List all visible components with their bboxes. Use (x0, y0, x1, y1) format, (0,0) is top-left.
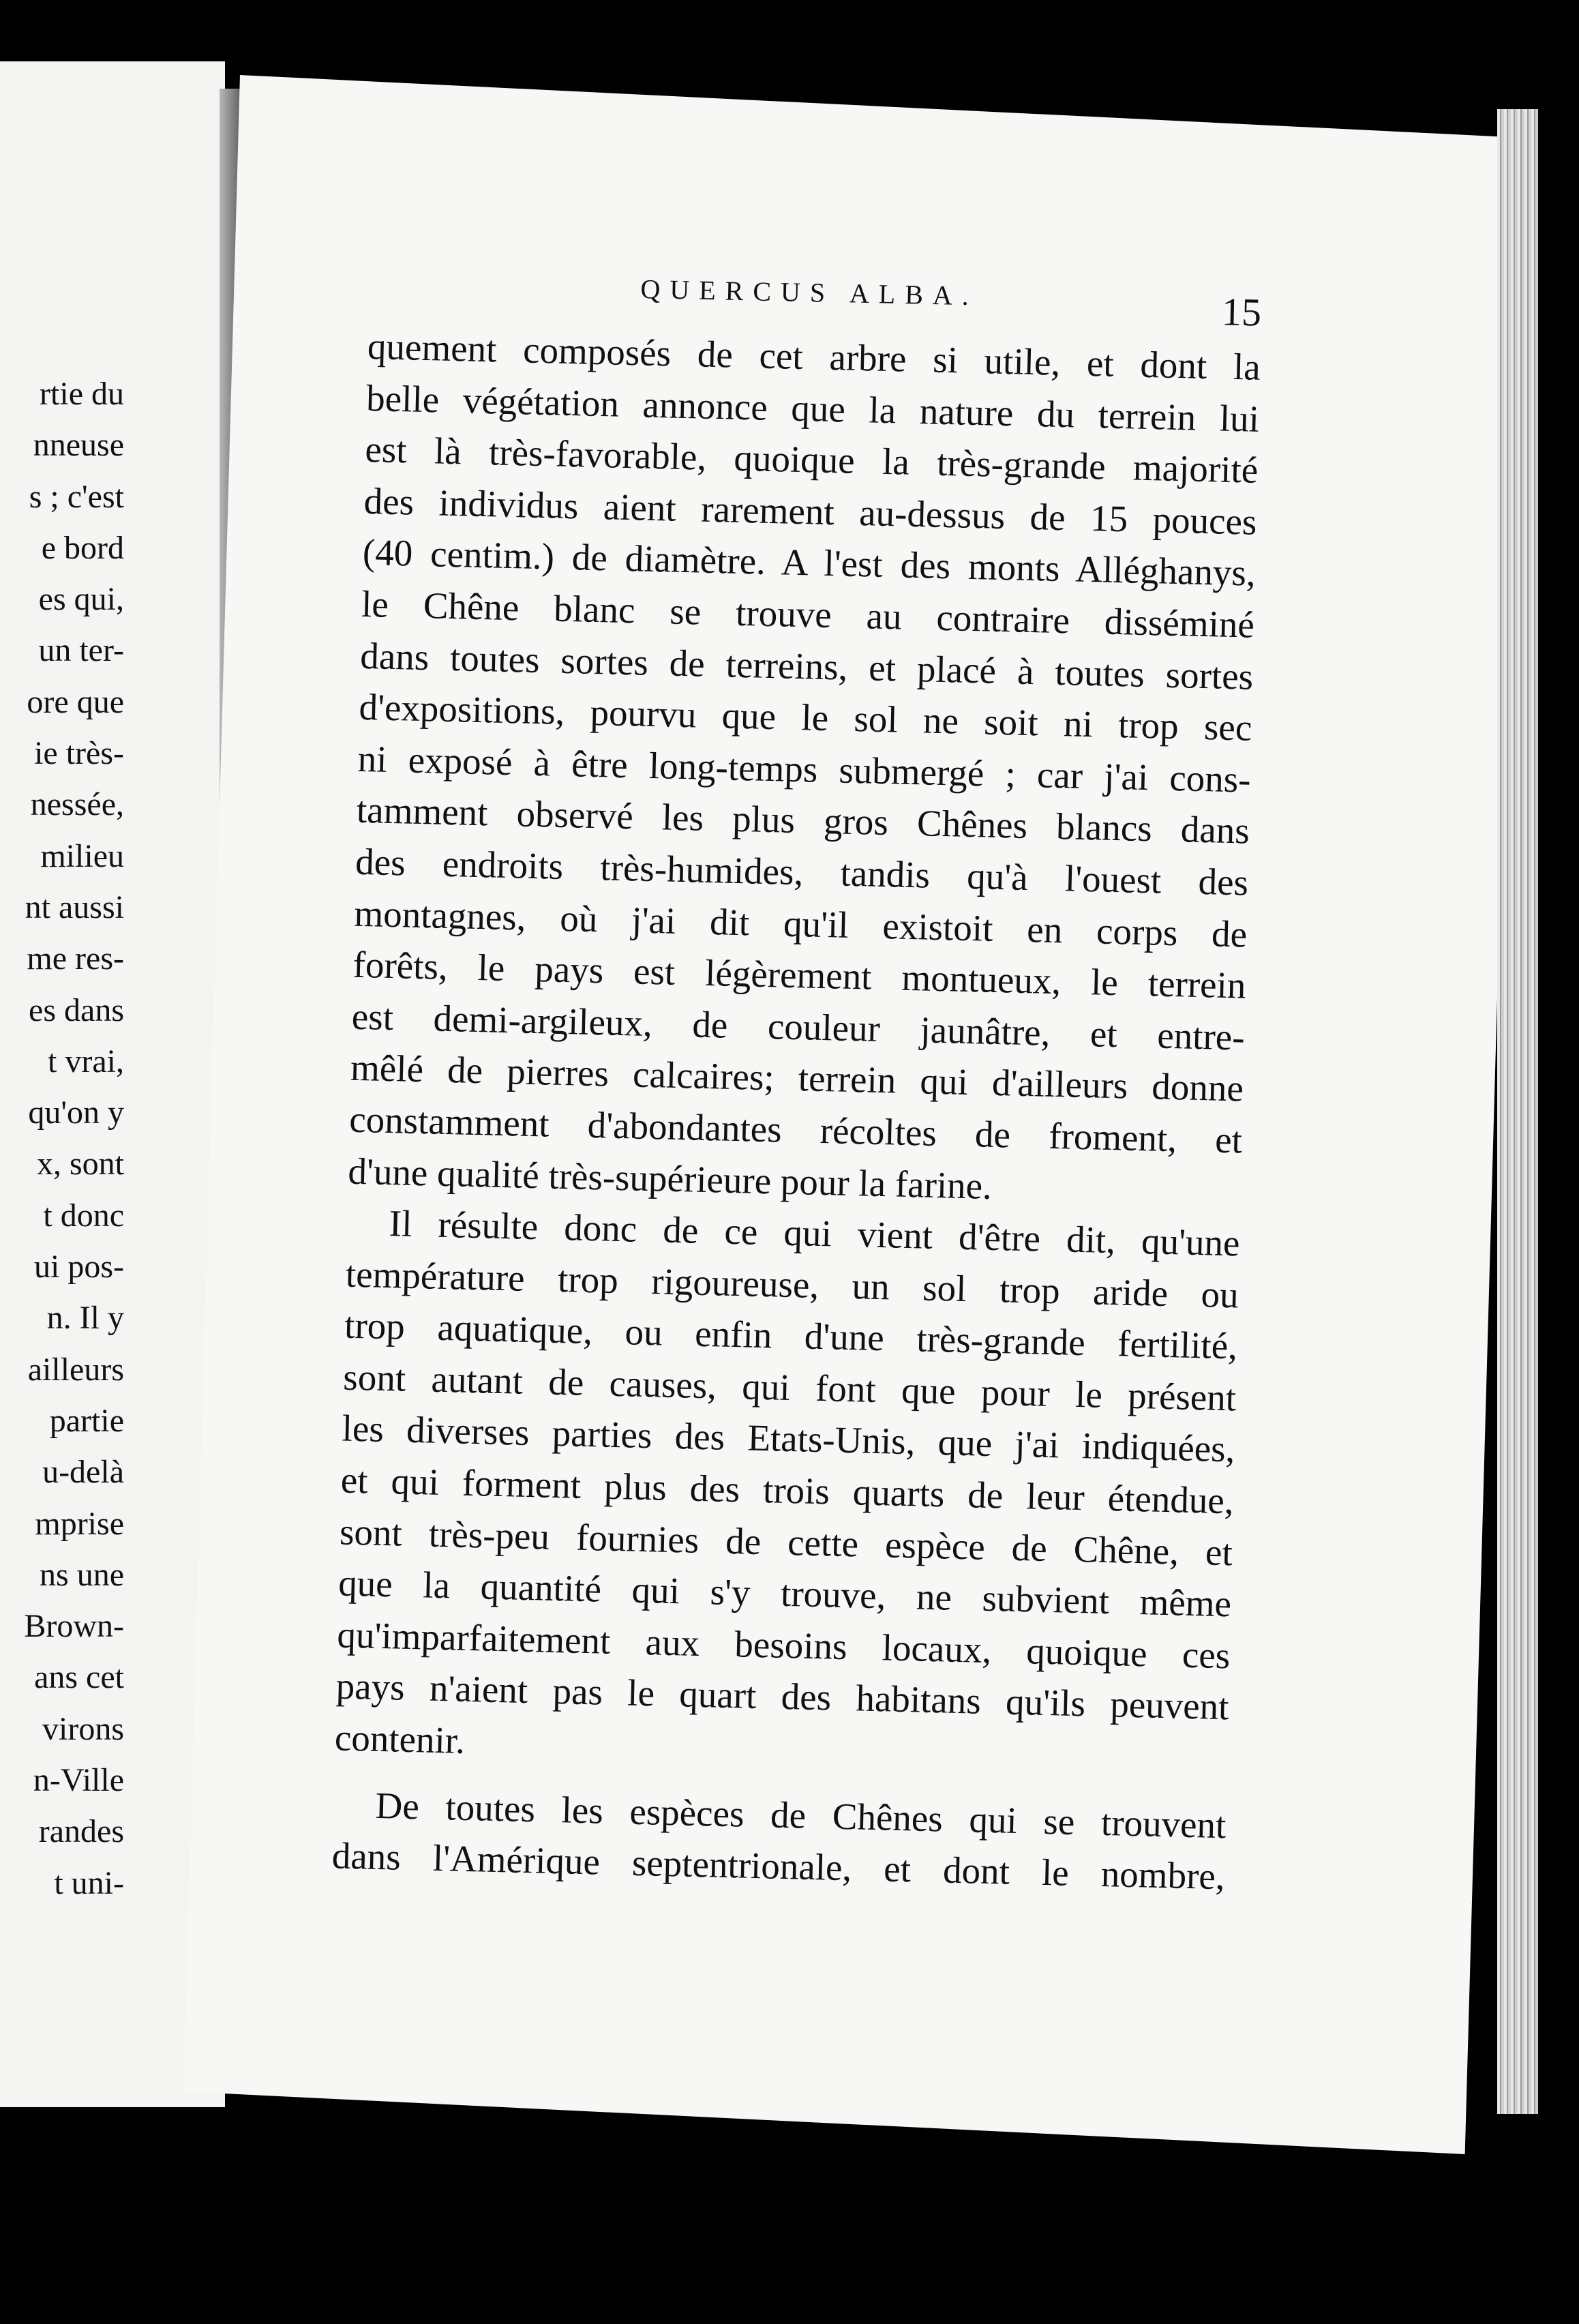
left-line: randes (38, 1813, 124, 1850)
left-line: ailleurs (27, 1351, 124, 1388)
left-line: rtie du (40, 376, 124, 412)
left-line: t uni- (54, 1864, 124, 1901)
left-line: qu'on y (28, 1094, 124, 1131)
text-line: belle végétation annonce que la nature du terrein lui (365, 376, 1260, 440)
left-line: n-Ville (33, 1762, 124, 1799)
text-line: le Chêne blanc se trouve au contraire disséminé (361, 582, 1255, 646)
text-line: les diverses parties des Etats-Unis, que j'ai indiquées, (341, 1407, 1236, 1470)
left-line: ore que (27, 683, 124, 720)
left-line: es qui, (38, 581, 124, 618)
left-line: es dans (29, 992, 124, 1028)
text-line: constamment d'abondantes récoltes de froment, et (348, 1098, 1243, 1161)
left-line: ans cet (34, 1659, 124, 1696)
text-line: (40 centim.) de diamètre. A l'est des monts Alléghanys, (362, 531, 1257, 595)
text-line: tamment observé les plus gros Chênes blancs dans (356, 789, 1250, 852)
left-page-text (0, 368, 124, 1909)
page-body (331, 321, 1261, 1903)
left-line: x, sont (36, 1146, 124, 1182)
text-line: d'expositions, pourvu que le sol ne soit ni trop sec (358, 686, 1253, 749)
text-line: sont très-peu fournies de cette espèce de Chêne, et (339, 1510, 1233, 1574)
text-line: quement composés de cet arbre si utile, et dont la (367, 325, 1261, 388)
text-line: des individus aient rarement au-dessus de 15 pouces (363, 479, 1258, 543)
text-line: des endroits très-humides, tandis qu'à l'ouest des (355, 840, 1249, 904)
left-line: milieu (40, 837, 124, 874)
text-line: température trop rigoureuse, un sol trop aride ou (345, 1253, 1239, 1316)
page-number: 15 (1221, 289, 1262, 335)
page-edge (1497, 109, 1538, 2114)
text-line: dans l'Amérique septentrionale, et dont le nombre, (331, 1834, 1226, 1898)
text-line: d'une qualité très-supérieure pour la farine. (347, 1150, 993, 1207)
text-line: sont autant de causes, qui font que pour le présent (342, 1356, 1237, 1419)
text-line: est là très-favorable, quoique la très-grande majorité (364, 428, 1259, 491)
left-line: partie (49, 1402, 124, 1439)
left-line: ui pos- (34, 1249, 124, 1285)
text-line: et qui forment plus des trois quarts de leur étendue, (340, 1459, 1235, 1522)
left-line: t donc (43, 1197, 124, 1234)
left-line: mprise (35, 1505, 124, 1542)
text-line: De toutes les espèces de Chênes qui se trouvent (374, 1784, 1227, 1846)
left-line: ie très- (34, 735, 124, 772)
text-line: que la quantité qui s'y trouve, ne subvient même (337, 1562, 1232, 1625)
running-header: QUERCUS ALBA. (640, 273, 979, 312)
text-line: forêts, le pays est légèrement montueux, le terrein (352, 943, 1247, 1007)
left-line: e bord (41, 529, 124, 566)
text-line: trop aquatique, ou enfin d'une très-grande fertilité, (344, 1304, 1238, 1367)
text-line: est demi-argileux, de couleur jaunâtre, et entre- (351, 995, 1246, 1058)
left-line: nessée, (30, 786, 124, 823)
left-line: t vrai, (48, 1043, 124, 1079)
left-line: Brown- (24, 1608, 124, 1645)
text-line: ni exposé à être long-temps submergé ; car j'ai cons- (357, 737, 1252, 801)
text-line: mêlé de pierres calcaires; terrein qui d'ailleurs donne (350, 1047, 1244, 1109)
left-line: nt aussi (25, 889, 124, 925)
text-line: qu'imparfaitement aux besoins locaux, quoique ces (336, 1613, 1231, 1677)
left-line: s ; c'est (29, 478, 124, 515)
left-line: virons (42, 1710, 124, 1747)
text-line: contenir. (334, 1716, 466, 1761)
left-line: nneuse (33, 427, 124, 464)
left-line: u-delà (42, 1454, 124, 1491)
left-line: ns une (40, 1556, 124, 1593)
text-line: pays n'aient pas le quart des habitans qu'ils peuvent (335, 1665, 1230, 1728)
text-line: montagnes, où j'ai dit qu'il existoit en corps de (353, 892, 1248, 955)
text-line: dans toutes sortes de terreins, et placé à toutes sortes (359, 634, 1254, 698)
left-line: me res- (27, 940, 124, 977)
left-line: n. Il y (46, 1300, 124, 1337)
text-line: Il résulte donc de ce qui vient d'être dit, qu'une (389, 1202, 1241, 1264)
left-line: un ter- (38, 632, 124, 669)
